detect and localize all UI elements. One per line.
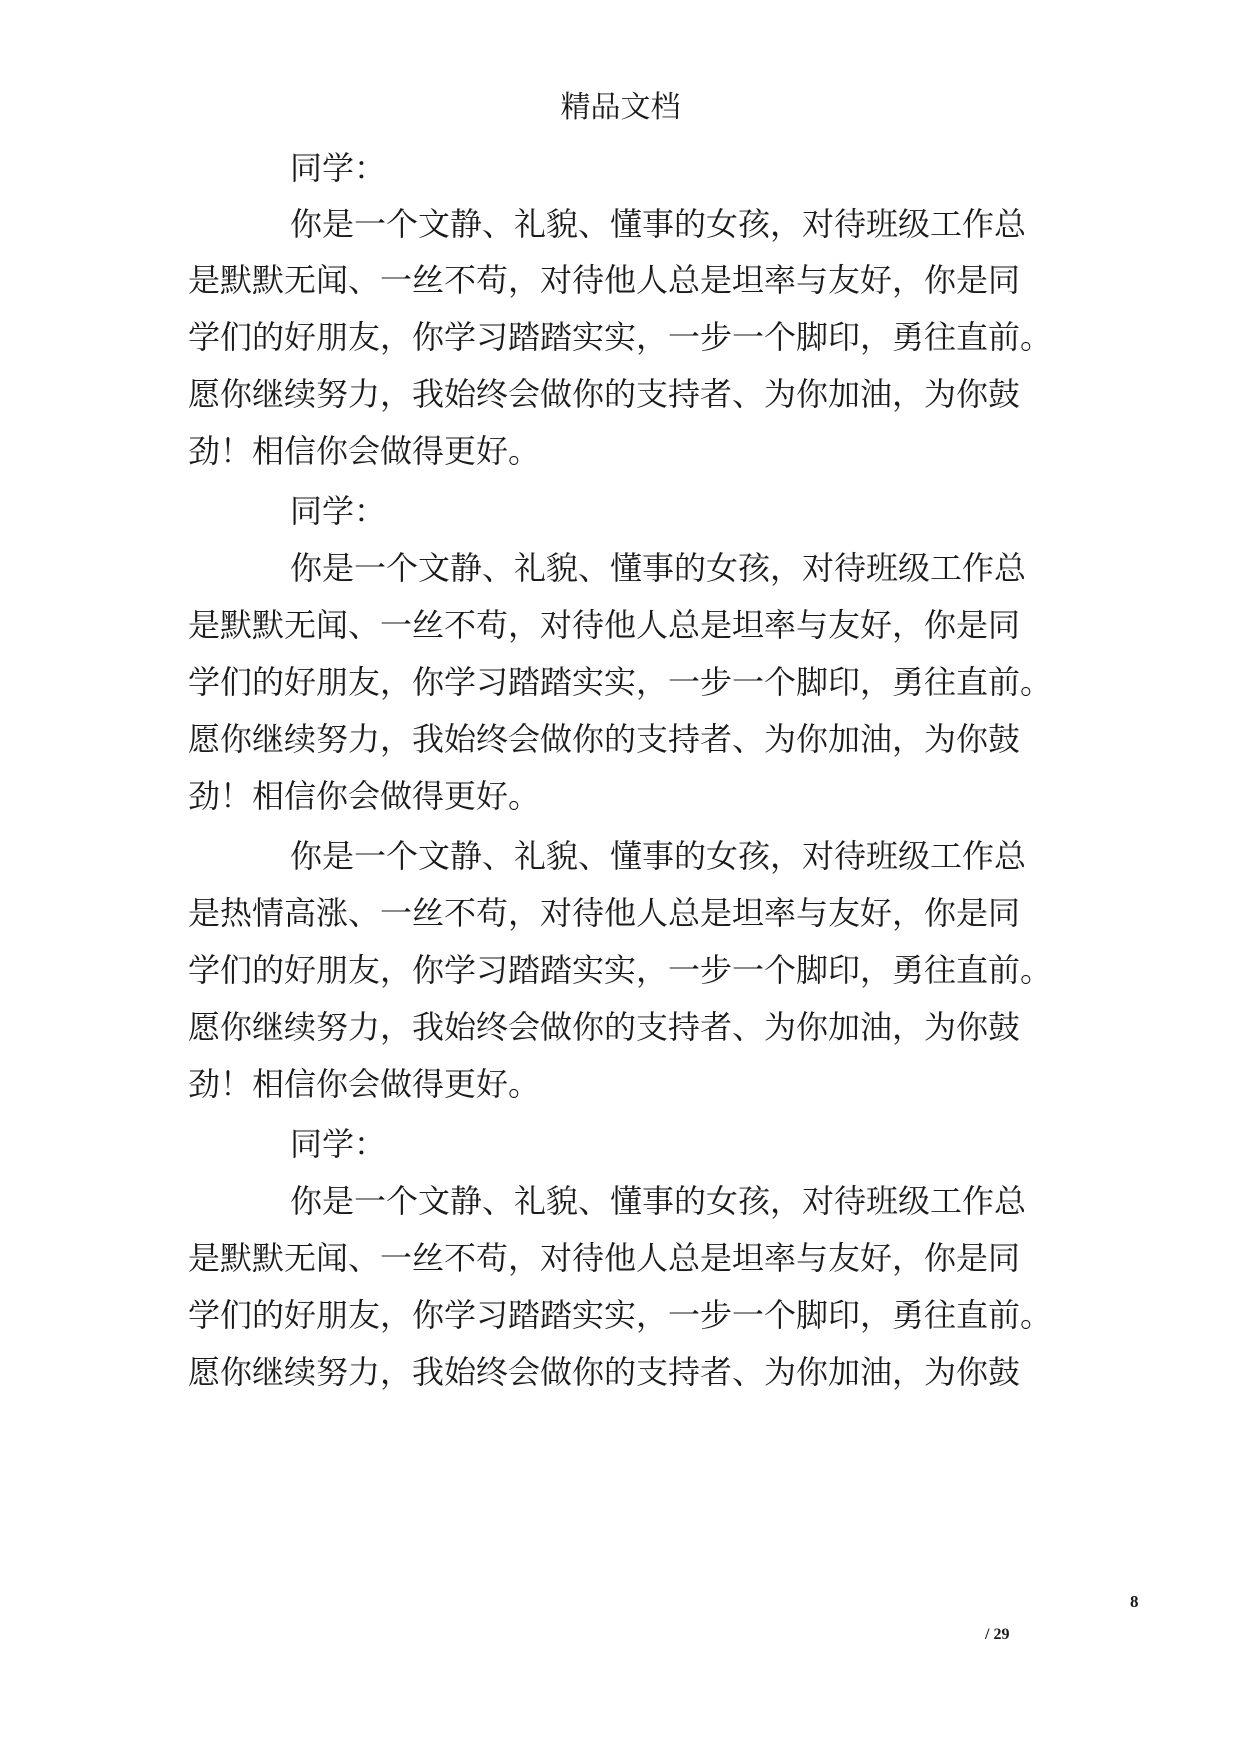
body-line: 劲！相信你会做得更好。 (188, 432, 541, 470)
document-header-title: 精品文档 (560, 90, 681, 125)
body-line: 是默默无闻、一丝不苟，对待他人总是坦率与友好，你是同 (188, 1239, 1021, 1277)
body-line: 愿你继续努力，我始终会做你的支持者、为你加油，为你鼓 (188, 1008, 1021, 1046)
body-line: 你是一个文静、礼貌、懂事的女孩，对待班级工作总 (290, 837, 1027, 875)
page-number: 8 (1130, 1592, 1139, 1611)
body-line: 你是一个文静、礼貌、懂事的女孩，对待班级工作总 (290, 1182, 1027, 1220)
body-line: 愿你继续努力，我始终会做你的支持者、为你加油，为你鼓 (188, 720, 1021, 758)
body-line: 你是一个文静、礼貌、懂事的女孩，对待班级工作总 (290, 549, 1027, 587)
body-line: 是热情高涨、一丝不苟，对待他人总是坦率与友好，你是同 (188, 894, 1021, 932)
body-line: 是默默无闻、一丝不苟，对待他人总是坦率与友好，你是同 (188, 261, 1021, 299)
body-line: 同学： (290, 1125, 387, 1163)
page-total: / 29 (985, 1626, 1010, 1643)
body-line: 劲！相信你会做得更好。 (188, 777, 541, 815)
body-line: 学们的好朋友，你学习踏踏实实，一步一个脚印，勇往直前。 (188, 1296, 1053, 1334)
body-line: 是默默无闻、一丝不苟，对待他人总是坦率与友好，你是同 (188, 606, 1021, 644)
body-line: 同学： (290, 149, 387, 187)
body-line: 愿你继续努力，我始终会做你的支持者、为你加油，为你鼓 (188, 375, 1021, 413)
body-line: 劲！相信你会做得更好。 (188, 1065, 541, 1103)
body-line: 学们的好朋友，你学习踏踏实实，一步一个脚印，勇往直前。 (188, 663, 1053, 701)
body-line: 学们的好朋友，你学习踏踏实实，一步一个脚印，勇往直前。 (188, 318, 1053, 356)
body-line: 你是一个文静、礼貌、懂事的女孩，对待班级工作总 (290, 205, 1027, 243)
body-line: 同学： (290, 492, 387, 530)
body-line: 愿你继续努力，我始终会做你的支持者、为你加油，为你鼓 (188, 1353, 1021, 1391)
body-line: 学们的好朋友，你学习踏踏实实，一步一个脚印，勇往直前。 (188, 951, 1053, 989)
